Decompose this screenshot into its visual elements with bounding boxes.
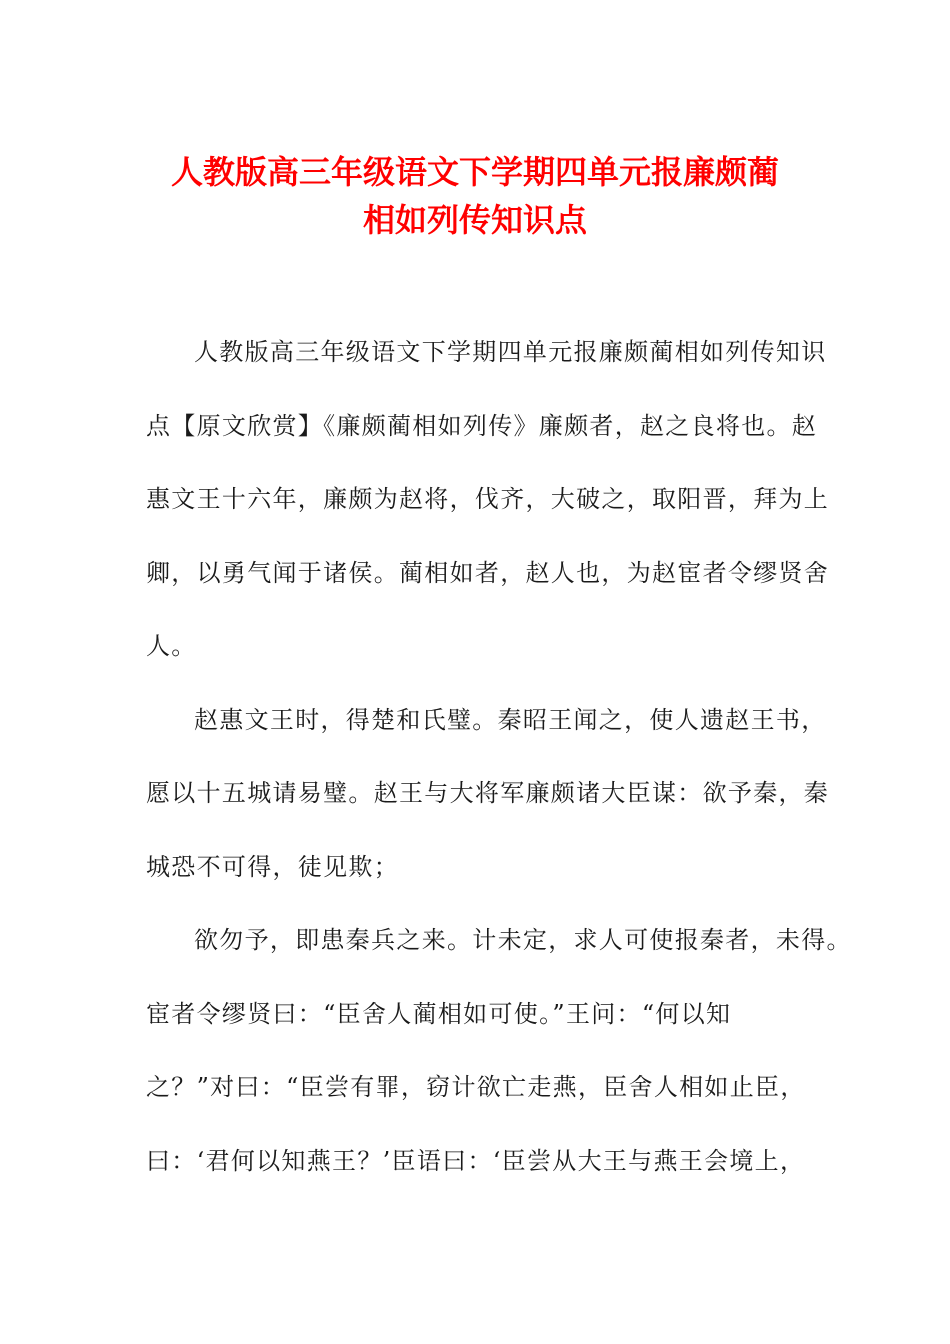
- body-line-6: 赵惠文王时，得楚和氏璧。秦昭王闻之，使人遗赵王书，: [194, 706, 827, 734]
- body-line-3: 惠文王十六年，廉颇为赵将，伐齐，大破之，取阳晋，拜为上: [146, 485, 830, 513]
- body-line-5: 人。: [146, 632, 197, 660]
- document-title: [100, 148, 850, 244]
- body-line-11: 之？”对曰：“臣尝有罪，窃计欲亡走燕，臣舍人相如止臣，: [146, 1073, 806, 1101]
- body-line-10: 宦者令缪贤曰：“臣舍人蔺相如可使。”王问：“何以知: [146, 1000, 732, 1028]
- title-line-1: 人教版高三年级语文下学期四单元报廉颇蔺: [170, 153, 779, 191]
- body-line-7: 愿以十五城请易璧。赵王与大将军廉颇诸大臣谋：欲予秦，秦: [146, 779, 830, 807]
- body-line-4: 卿，以勇气闻于诸侯。蔺相如者，赵人也，为赵宦者令缪贤舍: [146, 559, 830, 587]
- body-line-1: 人教版高三年级语文下学期四单元报廉颇蔺相如列传知识: [194, 338, 827, 366]
- body-line-12: 曰：‘君何以知燕王？’臣语曰：‘臣尝从大王与燕王会境上，: [146, 1147, 806, 1175]
- body-line-9: 欲勿予，即患秦兵之来。计未定，求人可使报秦者，未得。: [194, 926, 852, 954]
- title-line-2: 相如列传知识点: [362, 201, 587, 239]
- body-line-2: 点【原文欣赏】《廉颇蔺相如列传》廉颇者，赵之良将也。赵: [146, 412, 818, 440]
- body-line-8: 城恐不可得，徒见欺；: [146, 853, 399, 881]
